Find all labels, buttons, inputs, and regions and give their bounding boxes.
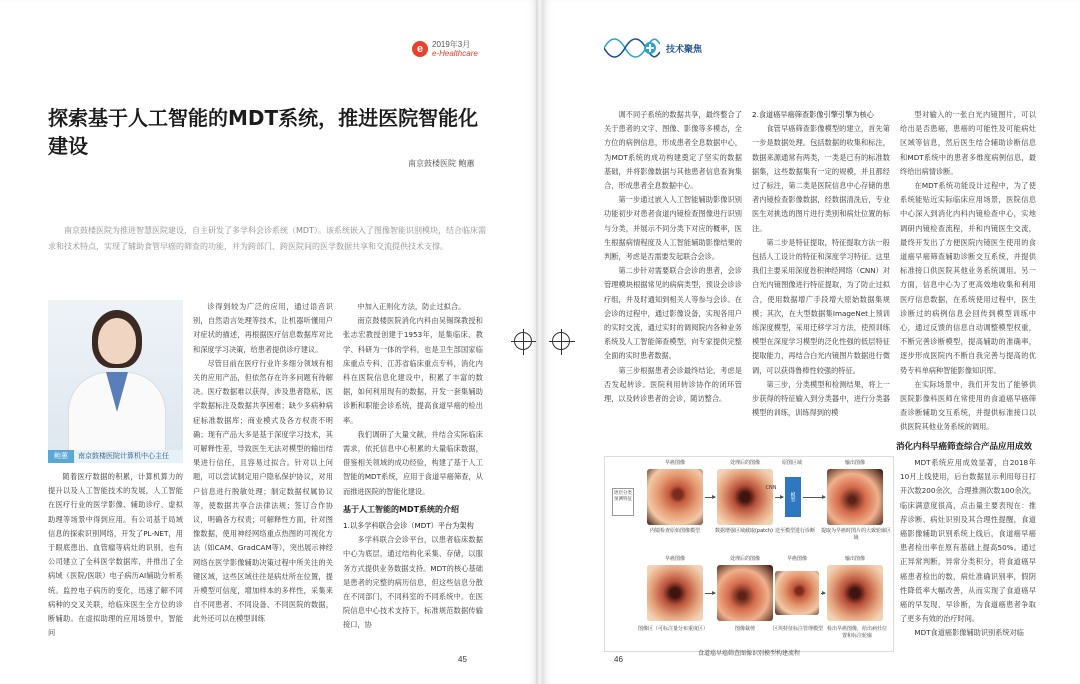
- paragraph: 型对输入的一张白光内镜图片，可以给出是否患癌，患癌的可能性及可能病灶区域等信息，然后医生结合辅助诊断信息和MDT系统中的患者多维度病例信息，最终给出病情诊断。: [900, 110, 1036, 176]
- figure-label: 早癌图像: [664, 460, 685, 466]
- figure-caption: 内镜检查原始图像模型: [649, 528, 700, 534]
- left-column-3: [343, 300, 483, 652]
- article-title: 探索基于人工智能的MDT系统，推进医院智能化建设: [48, 106, 479, 158]
- paragraph: 多学科联合会诊平台，以患者临床数据中心为底层，通过结构化采集、存储，以服务方式提供业务数据支持。MDT的核心基础是患者的完整的病历信息，但这些信息分散在不同部门，不同科室的不同系统中。在医院信息中心技术支持下，标准规范数据传输接口，协: [343, 535, 483, 630]
- endoscopy-image: [775, 571, 819, 615]
- paragraph: MDT食道癌影像辅助识别系统对临: [914, 628, 1024, 638]
- author-name: 鲍蕙: [48, 450, 74, 463]
- brand-name: e-Healthcare: [432, 49, 478, 58]
- article-abstract: 南京鼓楼医院为推进智慧医院建设，自主研发了多学科会诊系统（MDT）。该系统嵌入了图像智能识别模块，结合临床需求和技术特点，实现了辅助食管早癌的筛查的功能，并为跨部门、跨医院间的医学数据共享和交流提供技术支撑。: [48, 226, 486, 251]
- endoscopy-image: [827, 469, 883, 525]
- right-column-2: [752, 108, 890, 453]
- paragraph: 第二步是特征提取，特征提取方法一般包括人工设计的特征和深度学习特征。这里我们主要采用深度卷积神经网络（CNN）对白光内镜图像进行特征提取，为了防止过拟合，使用数据增广手段增大原始数据集规模；其次，在大型数据集ImageNet上预训练深度模型，采用迁移学习方法，使预训练模型在深度学习模型的泛化性强的低层特征提取能力，再结合白光内镜图片数据进行微调，可以获得鲁棒性较强的特征。: [752, 237, 890, 375]
- flow-arrow: [705, 593, 715, 594]
- figure-title: 食道癌早癌筛查图像识别模型构建流程: [697, 650, 800, 657]
- flow-arrow: [775, 497, 783, 498]
- model-box: 模型: [785, 477, 801, 517]
- article-author: 南京鼓楼医院 鲍蕙: [408, 159, 475, 168]
- paragraph: 中加入正则化方法，防止过拟合。: [357, 302, 466, 311]
- endoscopy-image: [717, 565, 773, 621]
- left-page-header: [412, 40, 478, 58]
- paragraph: 第三步根据患者会诊最终结论，考虑是否发起转诊。医院利用转诊协作的闭环管理，以及转诊患者的会诊，随访整合。: [604, 365, 742, 404]
- figure-caption: 数据增强区域截取(patch): [714, 528, 774, 534]
- paragraph: 第一步通过嵌入人工智能辅助影像识别功能初步对患者食道内镜检查图像进行识别与分类，并展示不同分类下对应的概率，医生根据病情程度及人工智能辅助影像结果的判断，考虑是否需要发起联合会诊。: [604, 195, 742, 262]
- paragraph: MDT系统应用成效显著，自2018年10月上线使用，后台数据显示利用每日打开次数200余次，合理推测次数100余次，临床满意度很高，点击量主要表现在：推荐诊断、病灶识别及其合理性提醒，食道癌影像辅助识别系统上线后，食道癌早癌患者检出率在原有基础上提高50%。通过正异常判断，异常分类积分，将食道癌早癌患者检出的数，病灶准确识别率，假阴性降低率大幅改善，从而实现了食道癌早癌的早发现、早诊断，为食道癌患者争取了更多有效的治疗时间。: [900, 458, 1036, 624]
- subsection-heading: 2.食道癌早癌筛查影像引擎引擎为核心: [752, 110, 874, 119]
- paragraph: 第二步针对需要联合会诊的患者，会诊管理模块根据常见的病病类型，预设会诊诊疗组，并及时通知到相关人等参与会诊。在会诊的过程中，通过影像设备，实现各用户的实时交流，通过实时的调阅院内各种业务系统及人工智能筛查模型，向专家提供完整全面的实时患者数据。: [604, 266, 742, 361]
- left-page: [0, 0, 538, 684]
- page-number: 45: [458, 655, 467, 664]
- model-flow-figure: [604, 456, 894, 652]
- figure-label: 原图区域: [781, 460, 802, 466]
- figure-caption: 图像区（可标注量分布重度区）: [637, 626, 708, 632]
- figure-label: 输出图像: [844, 460, 865, 466]
- paragraph: 随着医疗数据的积累，计算机算力的提升以及人工智能技术的发展，人工智能在医疗行业的医学影像、辅助诊疗、虚拟助理等场景中得到应用。有公司基于局域信息的探索识别网络，开发了PL-NET，用于眼底患出、血管瘤等病灶的识别，也有公司建立了全科医学数据库，并推出了全病域（医院/医联）电子病历AI辅助分析系统。监控电子病历的变化，迅速了解不同病种的交叉关联，给临床医生全方位的诊断辅助。在虚拟助理的应用场景中，智能问: [48, 472, 183, 638]
- paragraph: 调不同子系统的数据共享，最终整合了关于患者的文字、图像、影像等多模态，全方位的病例信息，形成患者全息数据中心，为MDT系统的成功构建奠定了坚实的数据基础，并将影像数据与其他患者信息查询集合，形成患者全息数据中心。: [604, 110, 742, 191]
- section-heading: 消化内科早癌筛查综合产品应用成效: [896, 442, 1033, 452]
- section-heading: 基于人工智能的MDT系统的介绍: [343, 504, 460, 514]
- left-column-1: [48, 470, 183, 650]
- figure-caption: 检出早癌图像，给出病灶位置和标注轮廓: [826, 626, 887, 639]
- page-number: 46: [614, 655, 623, 664]
- left-column-2: [193, 300, 333, 652]
- ehealthcare-logo-icon: e: [412, 41, 428, 57]
- figure-label: 处理后的图像: [729, 460, 760, 466]
- right-column-3-tail: [900, 456, 1036, 652]
- figure-caption: 提取为早癌时图片的大致轮廓区域: [821, 528, 892, 541]
- author-photo: [48, 300, 183, 450]
- flow-arrow: [803, 497, 825, 498]
- paragraph: 第三步，分类模型和检测结果，将上一步获得的特征输入到分类器中，进行分类器模型的训练，训练得到的模: [752, 379, 890, 418]
- figure-caption: 图像裁剪: [734, 626, 755, 632]
- figure-label: 输出图像: [844, 556, 865, 562]
- flow-arrow: [821, 593, 825, 594]
- right-column-3: [900, 108, 1036, 438]
- figure-caption: 送至模型进行诊断: [775, 528, 816, 534]
- endoscopy-image: [827, 565, 883, 621]
- dna-helix-icon: [604, 36, 660, 60]
- paragraph: 我们调研了大量文献，并结合实际临床需求，依托信息中心积累的大量临床数据，借鉴相关领域的成功经验，构建了基于人工智能的MDT系统，应用于食道早癌筛查，从而推进医院的智能化建设。: [343, 429, 483, 496]
- endoscopy-image: [717, 469, 773, 525]
- photo-face: [98, 318, 136, 364]
- paragraph: 南京鼓楼医院消化内科由吴锡琛教授和张志宏教授创建于1953年，是集临床、教学、科研为一体的学科，也是卫生部国家临床重点专科、江苏省临床重点专科，消化内科在医院信息化建设中，积累了丰富的数据，如何利用现有的数据，开发一套集辅助诊断和职能会诊系统，提高食道早癌的检出率。: [343, 316, 483, 425]
- section-tag: 技术聚焦: [666, 44, 703, 55]
- cnn-label: CNN: [765, 485, 777, 491]
- right-page-header: [604, 36, 702, 60]
- author-caption: [48, 450, 183, 463]
- right-page: [542, 0, 1080, 684]
- right-column-1: [604, 108, 742, 420]
- figure-label: 早癌图像: [786, 556, 807, 562]
- side-note-box: 逐层分类预测特征: [612, 488, 634, 516]
- figure-label: 处理后的图像: [729, 556, 760, 562]
- paragraph: 食管早癌筛查影像模型的建立，首先第一步是数据处理。包括数据的收集和标注，数据来源通常有两类，一类是已有的标准数据集，这些数据集有一定的规模，并且都经过了标注，第二类是医院信息中心存储的患者内镜检查影像数据，经数据清洗后，专业医生对挑选的图片进行类别和病灶位置的标注。: [752, 124, 890, 233]
- figure-caption: 区块特征标注管理模型: [773, 626, 824, 632]
- paragraph: 在实际场景中，我们开发出了能够供医院影像科医师在常使用的食道癌早癌筛查诊断辅助交互系统，并提供标准接口以供医院其他业务系统的调用。: [900, 379, 1036, 432]
- author-role: 南京鼓楼医院计算机中心主任: [74, 450, 183, 463]
- subsection-heading: 1.以多学科联合会诊（MDT）平台为架构: [343, 521, 474, 531]
- paragraph: 在MDT系统功能设计过程中，为了使系统能贴近实际临床应用场景，医院信息中心深入到消化内科内镜检查中心，实地调研内镜检查流程，并和内镜医生交流，最终开发出了方便医院内镜医生使用的食道癌早癌筛查辅助诊断交互系统，并提供标准接口供医院其他业务系统调用。另一方面，信息中心为了更高效地收集和利用医疗信息数据，在系统使用过程中，医生诊断过的病例信息会回传到模型训练中心，通过反馈的信息自动调整模型权重，不断完善诊断模型，提高辅助的准确率，逐步形成医院内不断自我完善与提高的优势专科单病种智能影像知识库。: [900, 181, 1036, 375]
- endoscopy-image: [647, 565, 703, 621]
- registration-mark-icon: [552, 332, 570, 350]
- endoscopy-image: [647, 469, 703, 525]
- paragraph: 诊得到较为广泛的应用，通过语音识别，自然语言处理等技术，让机器听懂用户对症状的描述，再根据医疗信息数据库对比和深度学习决策，给患者提供诊疗建议。: [193, 302, 333, 354]
- paragraph: 尽管目前在医疗行业许多细分领域有相关的应用产品，但依然存在许多问题有待解决。医疗数据难以获得，涉及患者隐私，医学数据标注及数据共享困难；缺少多病种病症标准数据库；商业模式及各方权责不明确；现有产品大多是基于深度学习技术，其可解释性差，导致医生无法对模型的输出结果进行信任，且容易过拟合。针对以上问题，可以尝试制定用户隐私保护协议，对用户信息进行脱敏处理；制定数据权属协议等，使数据共享合法律法规；签订合作协议，明确各方权责；可解释性方面，针对图像数据，使用神经网络重点热图的可视化方法（如CAM、GradCAM等），突出展示神经网络在医学影像辅助决策过程中所关注的关键区域，这些区域往往是病灶所在位置，提升模型可信度，增加样本的多样性，采集来自不同患者、不同设备、不同医院的数据，此外还可以在模型训练: [193, 358, 333, 624]
- registration-mark-icon: [514, 332, 532, 350]
- issue-date: 2019年3月: [432, 40, 471, 49]
- figure-label: 早癌图像: [664, 556, 685, 562]
- flow-arrow: [705, 497, 715, 498]
